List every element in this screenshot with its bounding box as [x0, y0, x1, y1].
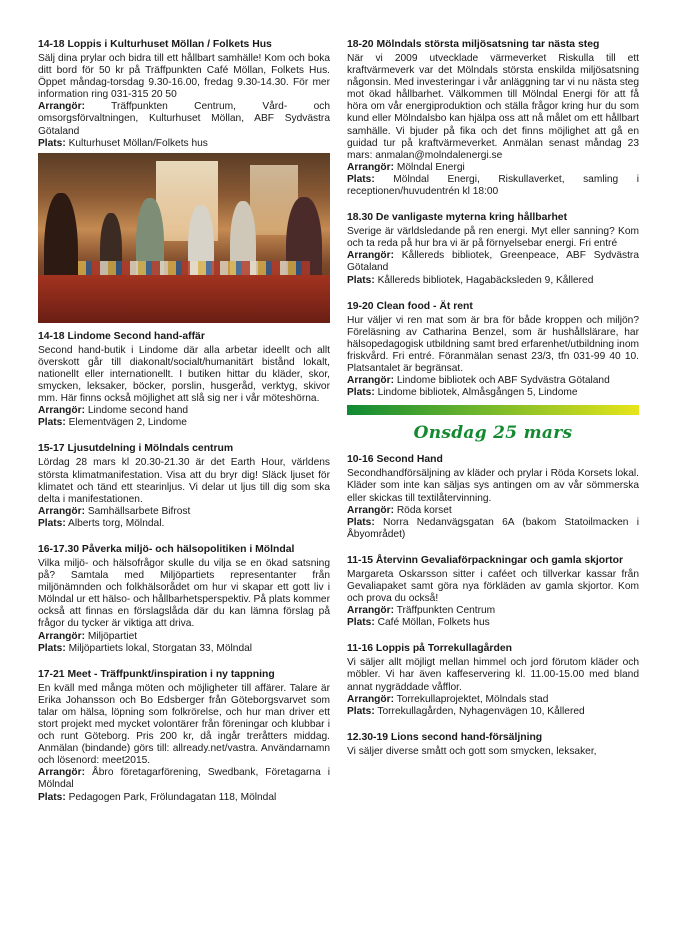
event-arranger: Arrangör: Träffpunkten Centrum	[347, 605, 496, 617]
event-arranger: Arrangör: Träffpunkten Centrum, Vård- och omsorgsförvaltningen, Kulturhuset Möllan, ABF Sydvästra Götaland	[38, 101, 330, 137]
event-text: När vi 2009 utvecklade värmeverket Riskulla till ett kraftvärmeverk var det Mölndals största enskilda miljösatsning någonsin. Med investeringar i vår anläggning tar vi nu nästa steg mot ökad hållbarhet. Välkommen till Mölndal Energi för att få höra om vår energiproduktion och ställa frågor kring hur du som kund eller Mölndalsbo kan hjälpa oss att nå målet om ett hållbart samhälle. Vi bjuder på fika och det finns möjlighet att gå en guidad tur på kraftvärmeverket. Anmälan senast måndag 23 mars: anmalan@molndalenergi.se	[347, 53, 639, 161]
event-molndal-energi	[347, 38, 639, 198]
event-text: En kväll med många möten och möjligheter till affärer. Talare är Erika Johansson och Bo Edsberger från Göteborgsvarvet som talar om hälsa, löpning som folkrörelse, och hur man driver ett stort projekt med mycket volontärer från föreningar och klubbar i och runt Göteborg. Pris 200 kr, då ingår treråtters middag. Anmälan (bindande) görs till: allready.net/vastra. Användarnamn och lösenord: meet2015.	[38, 682, 330, 767]
event-arranger: Arrangör: Mölndal Energi	[347, 161, 465, 173]
event-lions-second-hand	[347, 731, 639, 758]
secondhand-shop-photo	[38, 153, 330, 323]
event-text: Sverige är världsledande på ren energi. Myt eller sanning? Kom och ta reda på hur bra vi är på förnyelsebar energi. Fri entré	[347, 226, 639, 250]
event-place: Plats: Pedagogen Park, Frölundagatan 118, Mölndal	[38, 791, 277, 803]
event-arranger: Arrangör: Torrekullaprojektet, Mölndals stad	[347, 693, 549, 705]
event-text: Vilka miljö- och hälsofrågor skulle du vilja se en ökad satsning på? Samtala med Miljöpartiets representanter från miljönämnden och folkhälsorådet om hur vi skapar ett gott liv i Mölndal ur ett hälso- och hållbarhetsperspektiv. På plats kommer också att finnas en förslagslåda där du kan lämna förslag på frågor du tycker är viktiga att driva.	[38, 557, 330, 630]
event-title: 14-18 Lindome Second hand-affär	[38, 330, 205, 342]
event-title: 12.30-19 Lions second hand-försäljning	[347, 731, 543, 743]
event-myter-hallbarhet	[347, 211, 639, 286]
event-clean-food	[347, 300, 639, 400]
left-column	[38, 38, 330, 817]
event-text: Secondhandförsäljning av kläder och prylar i Röda Korsets lokal. Kläder som inte kan säljas sys antingen om av vår sömmerska eller skickas till textilåtervinning.	[347, 468, 639, 504]
event-arranger: Arrangör: Samhällsarbete Bifrost	[38, 505, 191, 517]
event-text: Margareta Oskarsson sitter i caféet och tillverkar kassar från Gevaliapaket samt göra nya förkläden av gamla skjortor. Kom och prova du också!	[347, 568, 639, 605]
event-loppis-mollan	[38, 38, 330, 150]
event-text: Second hand-butik i Lindome där alla arbetar ideellt och allt överskott går till diakonalt/socialt/humanitärt bistånd lokalt, nationellt eller internationellt. I butiken hittar du kläder, skor, smycken, leksaker, böcker, porslin, husgeråd, verktyg, skivor mm. Här finns också möjlighet att slå sig ner i vår möteshörna.	[38, 344, 330, 405]
event-title: 15-17 Ljusutdelning i Mölndals centrum	[38, 443, 234, 455]
event-arranger: Arrangör: Lindome second hand	[38, 405, 189, 417]
event-title: 14-18 Loppis i Kulturhuset Möllan / Folkets Hus	[38, 39, 272, 50]
event-title: 16-17.30 Påverka miljö- och hälsopolitiken i Mölndal	[38, 543, 295, 555]
event-place: Plats: Lindome bibliotek, Almåsgången 5, Lindome	[347, 387, 578, 399]
event-arranger: Arrangör: Röda korset	[347, 504, 452, 516]
gradient-divider	[347, 405, 639, 415]
event-meet	[38, 668, 330, 804]
event-place: Plats: Torrekullagården, Nyhagenvägen 10, Kållered	[347, 705, 585, 717]
event-lindome-second-hand	[38, 330, 330, 430]
event-title: 11-15 Återvinn Gevaliaförpackningar och gamla skjortor	[347, 554, 624, 566]
event-text: Sälj dina prylar och bidra till ett hållbart samhälle! Kom och boka ditt bord för 50 kr på Träffpunkten Café Möllan, Folkets Hus. Öppet måndag-torsdag 9.30-16.00, fredag 9.30-14.30. För mer information ring 031-315 20 50	[38, 53, 330, 101]
event-second-hand	[347, 453, 639, 541]
event-arranger: Arrangör: Kållereds bibliotek, Greenpeace, ABF Sydvästra Götaland	[347, 250, 639, 274]
event-title: 10-16 Second Hand	[347, 454, 443, 466]
event-loppis-torrekulla	[347, 642, 639, 717]
event-place: Plats: Mölndal Energi, Riskullaverket, samling i receptionen/huvudentrén kl 18:00	[347, 173, 639, 198]
event-place: Plats: Norra Nedanvägsgatan 6A (bakom Statoilmacken i Åbyområdet)	[347, 516, 639, 540]
event-text: Hur väljer vi ren mat som är bra för både kroppen och miljön? Föreläsning av Catharina Benzel, som är hushållslärare, har hälsopedagogisk utbildning samt bred erfarenhet/utbildning inom friskvård. Fri entré. Föranmälan senast 23/3, tfn 031-99 40 10. Platsantalet är begränsat.	[347, 314, 639, 374]
event-text: Vi säljer allt möjligt mellan himmel och jord förutom kläder och möbler. Vi har även kaffeservering kl. 11.00-15.00 med bland annat nygräddade våfflor.	[347, 657, 639, 693]
event-title: 18.30 De vanligaste myterna kring hållbarhet	[347, 212, 568, 224]
event-place: Plats: Alberts torg, Mölndal.	[38, 517, 165, 529]
event-text: Vi säljer diverse smått och gott som smycken, leksaker,	[347, 745, 597, 757]
event-title: 11-16 Loppis på Torrekullagården	[347, 643, 512, 655]
right-column	[347, 38, 639, 771]
event-title: 19-20 Clean food - Ät rent	[347, 300, 473, 312]
event-place: Plats: Café Möllan, Folkets hus	[347, 617, 490, 629]
day-heading: Onsdag 25 mars	[413, 423, 573, 444]
event-title: 17-21 Meet - Träffpunkt/inspiration i ny tappning	[38, 668, 275, 680]
event-paverka-politiken	[38, 543, 330, 655]
event-arranger: Arrangör: Lindome bibliotek och ABF Sydvästra Götaland	[347, 375, 610, 387]
event-place: Plats: Kållereds bibliotek, Hagabäcksleden 9, Kållered	[347, 274, 594, 286]
event-arranger: Arrangör: Åbro företagarförening, Swedbank, Företagarna i Mölndal	[38, 767, 330, 791]
event-ljusutdelning	[38, 442, 330, 530]
event-title: 18-20 Mölndals största miljösatsning tar nästa steg	[347, 39, 600, 50]
event-place: Plats: Miljöpartiets lokal, Storgatan 33, Mölndal	[38, 642, 253, 654]
event-text: Lördag 28 mars kl 20.30-21.30 är det Earth Hour, världens största klimatmanifestation. Visa att du bryr dig! Släck ljuset för klimatet och tänd ett stearinljus. Vi delar ut ljus till dig som ska delta i manifestationen.	[38, 457, 330, 505]
event-place: Plats: Elementvägen 2, Lindome	[38, 417, 187, 429]
event-arranger: Arrangör: Miljöpartiet	[38, 630, 138, 642]
event-atervinn-gevalia	[347, 554, 639, 629]
event-place: Plats: Kulturhuset Möllan/Folkets hus	[38, 137, 208, 149]
